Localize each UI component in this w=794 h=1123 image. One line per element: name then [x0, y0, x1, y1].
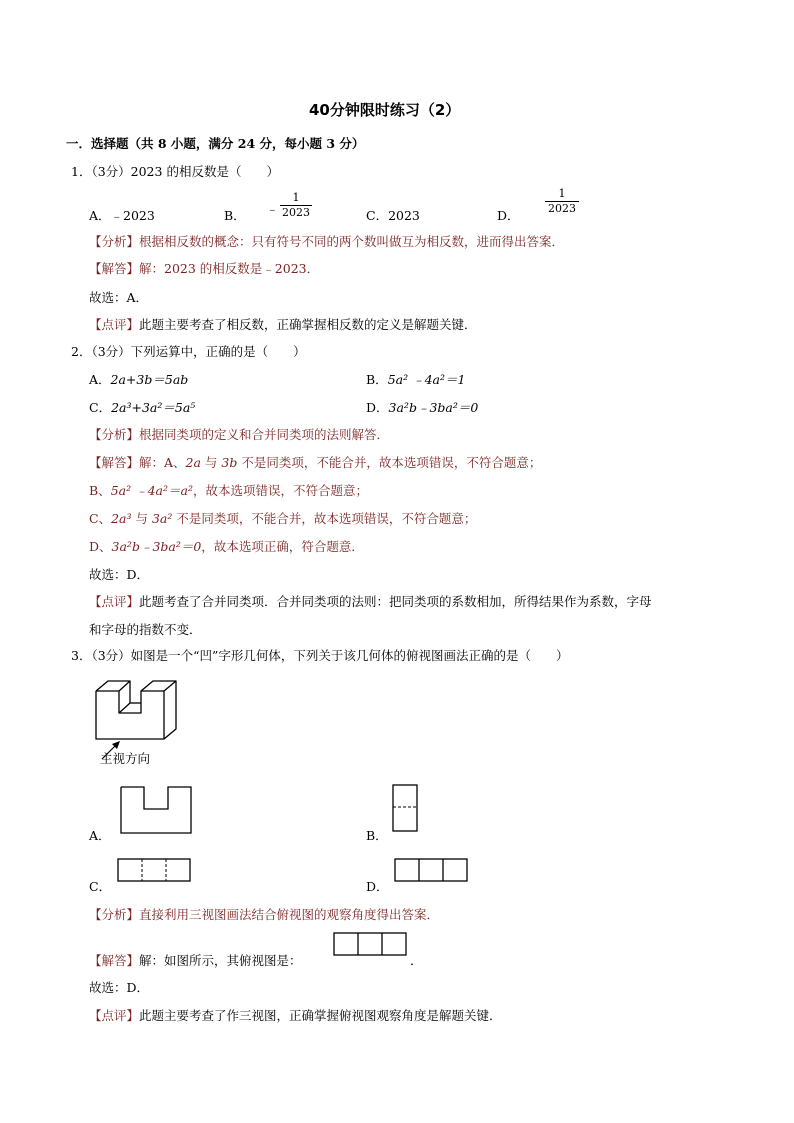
q3-option-d-label: D． [366, 879, 389, 894]
q1-choice: 故选：A． [89, 290, 149, 305]
answer-text: 解：2023 的相反数是﹣2023． [139, 261, 320, 276]
q2-comment-line-2: 和字母的指数不变． [89, 622, 202, 637]
q1-option-b-label: B． [224, 208, 246, 223]
q1-option-c: C．2023 [366, 208, 420, 223]
answer-text: 解：如图所示，其俯视图是： [139, 953, 302, 968]
q3-answer [89, 951, 302, 969]
answer-expression: 5a² ﹣4a²＝a² [110, 483, 193, 498]
answer-expression: 2a³ [111, 511, 132, 526]
answer-text: D、 [89, 539, 112, 554]
q3-option-b-figure [392, 784, 420, 834]
comment-text: 此题主要考查了作三视图，正确掌握俯视图观察角度是解题关键． [139, 1008, 502, 1023]
q1-comment [89, 315, 477, 333]
q2-option-a [89, 370, 188, 388]
q3-comment [89, 1006, 502, 1024]
answer-text: 不是同类项，不能合并，故本选项错误，不符合题意； [172, 511, 477, 526]
q3-option-a-figure [119, 785, 195, 837]
option-label: B． [366, 372, 388, 387]
q3-option-c-figure [117, 858, 193, 884]
q2-option-d [366, 398, 478, 416]
fraction-numerator: 1 [558, 187, 566, 200]
q3-option-a-label: A． [89, 828, 111, 843]
q2-answer-line-a [89, 453, 541, 471]
option-expression: 2a³+3a²＝5a⁵ [111, 400, 196, 415]
answer-text: B、 [89, 483, 111, 498]
q3-answer-end: ． [410, 953, 423, 968]
analysis-text: 根据相反数的概念：只有符号不同的两个数叫做互为相反数，进而得出答案． [139, 234, 565, 249]
analysis-tag: 【分析】 [89, 907, 140, 922]
fraction-numerator: 1 [292, 191, 300, 204]
view-direction-label: 主视方向 [100, 751, 151, 766]
comment-tag: 【点评】 [89, 1008, 140, 1023]
analysis-tag: 【分析】 [89, 427, 140, 442]
q3-option-b-label: B． [366, 828, 388, 843]
q1-stem: 1．（3分）2023 的相反数是（ ） [71, 164, 279, 179]
page-title: 40分钟限时练习（2） [309, 101, 461, 119]
q2-answer-line-d [89, 537, 364, 555]
option-label: A． [89, 372, 111, 387]
answer-text: ，故本选项错误，不符合题意； [192, 483, 368, 498]
q2-analysis [89, 425, 389, 443]
q1-answer [89, 259, 319, 277]
q2-comment-line-1 [89, 592, 652, 610]
option-expression: 5a² ﹣4a²＝1 [387, 372, 466, 387]
q3-answer-figure [333, 932, 409, 958]
answer-expression: 3a²b﹣3ba²＝0 [111, 539, 202, 554]
comment-text: 此题主要考查了相反数，正确掌握相反数的定义是解题关键． [139, 317, 477, 332]
answer-expression: 2a [185, 455, 201, 470]
answer-text: ，故本选项正确，符合题意． [201, 539, 364, 554]
answer-expression: 3b [221, 455, 238, 470]
fraction-denominator: 2023 [282, 206, 310, 219]
q3-stem: 3．（3分）如图是一个“凹”字形几何体，下列关于该几何体的俯视图画法正确的是（ ） [71, 648, 569, 663]
option-expression: 3a²b﹣3ba²＝0 [388, 400, 479, 415]
analysis-text: 直接利用三视图画法结合俯视图的观察角度得出答案． [139, 907, 440, 922]
option-label: C． [89, 400, 112, 415]
q2-answer-line-b [89, 481, 368, 499]
q1-option-a: A．﹣2023 [89, 208, 155, 223]
fraction-denominator: 2023 [548, 202, 576, 215]
section-heading: 一．选择题（共 8 小题，满分 24 分，每小题 3 分） [66, 136, 365, 151]
answer-text: 不是同类项，不能合并，故本选项错误，不符合题意； [237, 455, 542, 470]
analysis-text: 根据同类项的定义和合并同类项的法则解答． [139, 427, 390, 442]
q1-option-d-label: D． [497, 208, 520, 223]
q2-choice: 故选：D． [89, 567, 150, 582]
answer-expression: 3a² [151, 511, 173, 526]
q2-answer-line-c [89, 509, 476, 527]
option-expression: 2a+3b＝5ab [110, 372, 189, 387]
q1-option-d-fraction [545, 188, 579, 215]
comment-text: 此题考查了合并同类项．合并同类项的法则：把同类项的系数相加，所得结果作为系数，字母 [139, 594, 652, 609]
q2-stem: 2．（3分）下列运算中，正确的是（ ） [71, 344, 306, 359]
comment-tag: 【点评】 [89, 594, 140, 609]
q2-option-c [89, 398, 195, 416]
answer-tag: 【解答】 [89, 455, 140, 470]
q3-option-d-figure [394, 858, 470, 884]
q3-choice: 故选：D． [89, 980, 150, 995]
answer-text: 解：A、 [139, 455, 186, 470]
comment-tag: 【点评】 [89, 317, 140, 332]
q1-option-b-fraction [280, 192, 312, 219]
q2-option-b [366, 370, 465, 388]
answer-text: 与 [131, 511, 152, 526]
q1-analysis [89, 232, 564, 250]
analysis-tag: 【分析】 [89, 234, 140, 249]
answer-text: 与 [200, 455, 222, 470]
q3-option-c-label: C． [89, 879, 112, 894]
q3-analysis [89, 905, 439, 923]
answer-tag: 【解答】 [89, 261, 140, 276]
q1-option-b-sign: ﹣ [266, 201, 279, 216]
option-label: D． [366, 400, 389, 415]
answer-tag: 【解答】 [89, 953, 140, 968]
answer-text: C、 [89, 511, 112, 526]
